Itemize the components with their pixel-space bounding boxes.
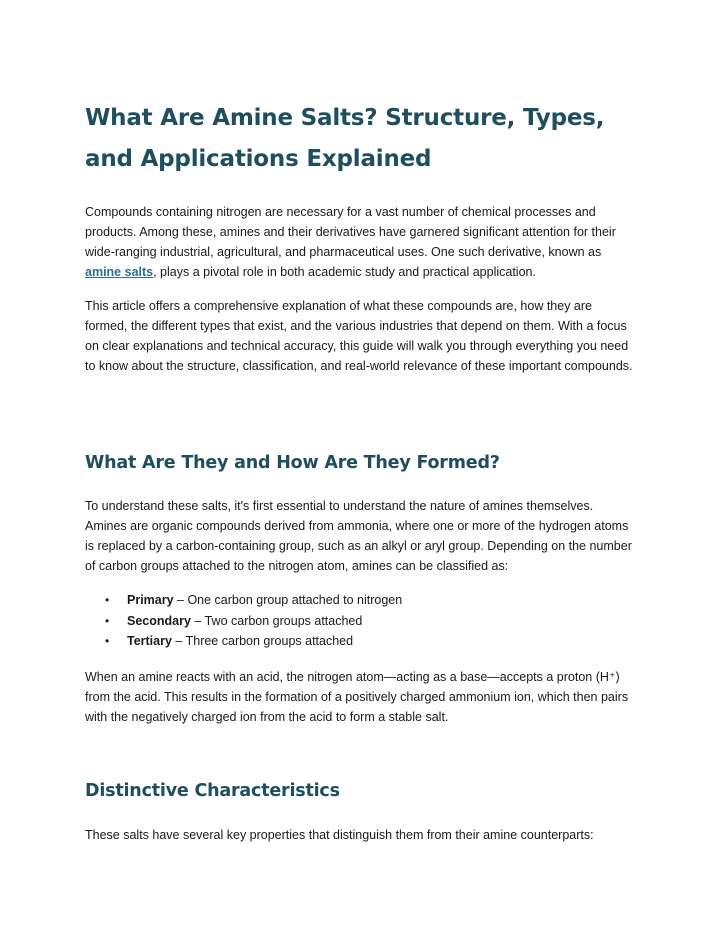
amine-classification-list <box>85 590 637 652</box>
section-heading-characteristics: Distinctive Characteristics <box>85 781 340 801</box>
amine-salts-link[interactable]: amine salts <box>85 265 154 279</box>
characteristics-paragraph-1: These salts have several key properties that distinguish them from their amine counterparts: <box>85 828 594 842</box>
bullet-icon: • <box>105 593 110 607</box>
intro-paragraph-1 <box>85 202 637 282</box>
list-item <box>85 590 637 611</box>
intro-paragraph-2: This article offers a comprehensive explanation of what these compounds are, how they are formed, the different types that exist, and the various industries that depend on them. With a focus on clear explanations and technical accuracy, this guide will walk you through everything you need to know about the structure, classification, and real-world relevance of these important compounds. <box>85 299 633 373</box>
list-item-desc: – Two carbon groups attached <box>190 613 363 628</box>
list-item-desc: – One carbon group attached to nitrogen <box>173 593 403 607</box>
intro-text-before-link: Compounds containing nitrogen are necessary for a vast number of chemical processes and products. Among these, amines and their derivatives have garnered significant attention for their wide-ranging industrial, agricultural, and pharmaceutical uses. One such derivative, known as <box>85 205 616 259</box>
list-item <box>85 611 637 632</box>
list-item-term: Tertiary <box>127 634 172 648</box>
bullet-icon: • <box>105 634 110 648</box>
list-item-term: Primary <box>127 593 174 607</box>
list-item-term: Secondary <box>127 613 191 628</box>
formation-paragraph-2: When an amine reacts with an acid, the nitrogen atom—acting as a base—accepts a proton (H⁺) from the acid. This results in the formation of a positively charged ammonium ion, which then pairs with the negatively charged ion from the acid to form a stable salt. <box>85 670 629 724</box>
formation-paragraph-1: To understand these salts, it's first essential to understand the nature of amines themselves. Amines are organic compounds derived from ammonia, where one or more of the hydrogen atoms is replaced by a carbon-containing group, such as an alkyl or aryl group. Depending on the number of carbon groups attached to the nitrogen atom, amines can be classified as: <box>85 499 632 573</box>
list-item <box>85 631 637 652</box>
bullet-icon: • <box>105 613 110 628</box>
section-heading-formation: What Are They and How Are They Formed? <box>85 453 500 473</box>
page-title: What Are Amine Salts? Structure, Types, and Applications Explained <box>85 105 605 172</box>
intro-text-after-link: , plays a pivotal role in both academic study and practical application. <box>153 265 536 279</box>
list-item-desc: – Three carbon groups attached <box>171 634 354 648</box>
